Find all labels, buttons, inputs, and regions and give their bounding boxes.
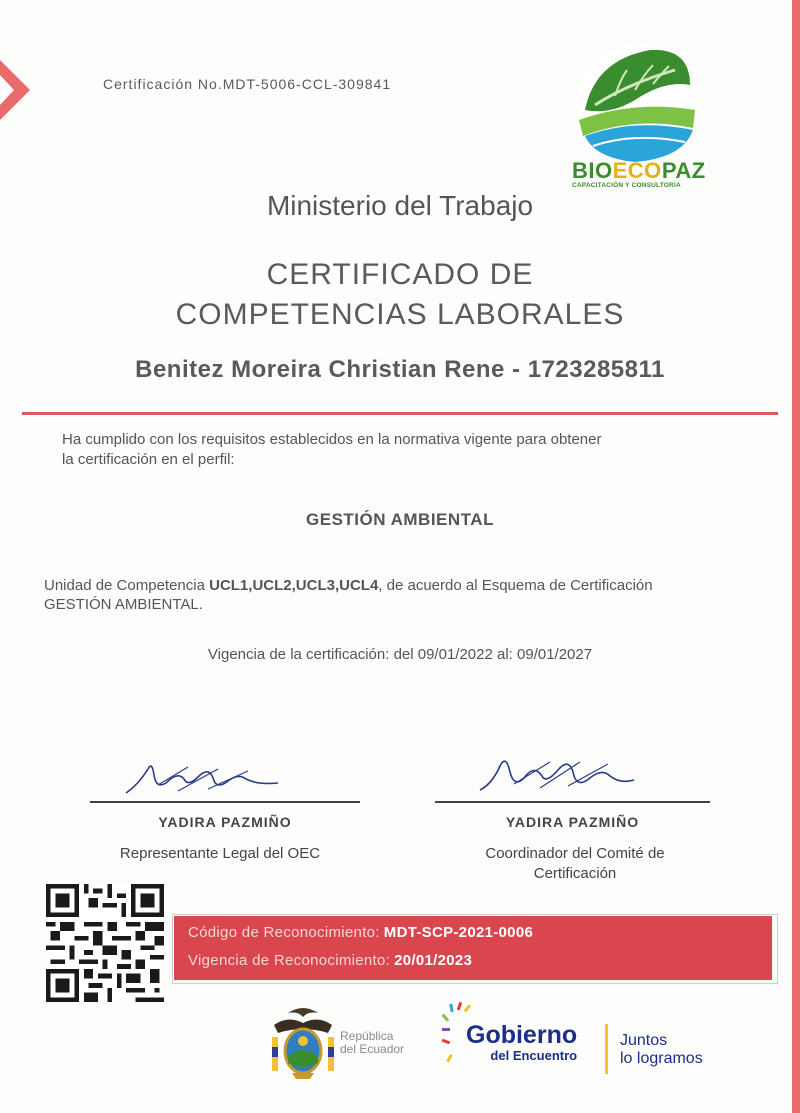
signature-2-role-line-1: Coordinador del Comité de bbox=[485, 845, 665, 862]
corner-arrow-icon bbox=[0, 60, 40, 140]
intro-line-2: la certificación en el perfil: bbox=[62, 451, 235, 468]
encuentro-text: del Encuentro bbox=[490, 1048, 578, 1063]
republica-line-2: del Ecuador bbox=[340, 1042, 405, 1056]
unit-prefix: Unidad de Competencia bbox=[44, 577, 210, 594]
recognition-code-label: Código de Reconocimiento: bbox=[188, 924, 380, 941]
intro-line-1: Ha cumplido con los requisitos establecidos en la normativa vigente para obtener bbox=[62, 431, 602, 448]
unit-middle: , de acuerdo al Esquema de Certificación bbox=[378, 577, 653, 594]
republica-del-ecuador bbox=[340, 1030, 404, 1056]
signature-1-name: YADIRA PAZMIÑO bbox=[158, 814, 292, 830]
unit-scheme: GESTIÓN AMBIENTAL bbox=[44, 596, 199, 613]
qr-code-icon bbox=[44, 884, 166, 1002]
footer-divider bbox=[605, 1024, 608, 1074]
right-edge-bar bbox=[792, 0, 800, 1113]
profile-name: GESTIÓN AMBIENTAL bbox=[306, 510, 494, 529]
certificate-title bbox=[0, 255, 800, 335]
unit-codes: UCL1,UCL2,UCL3,UCL4 bbox=[209, 577, 379, 594]
title-line-2: COMPETENCIAS LABORALES bbox=[175, 298, 625, 331]
title-line-1: CERTIFICADO DE bbox=[266, 258, 534, 291]
signature-1-role bbox=[70, 844, 370, 864]
signature-2-role bbox=[420, 844, 730, 884]
signature-1-image bbox=[118, 755, 288, 803]
gobierno-text: Gobierno bbox=[466, 1021, 578, 1049]
recognition-validity-value: 20/01/2023 bbox=[394, 952, 473, 969]
republica-line-1: República bbox=[340, 1029, 394, 1043]
recognition-validity-row bbox=[188, 952, 472, 969]
holder-name: Benitez Moreira Christian Rene - 1723285811 bbox=[135, 356, 665, 383]
signature-1-role-line-1: Representante Legal del OEC bbox=[119, 845, 321, 862]
juntos-line-2: lo logramos bbox=[620, 1050, 703, 1067]
logo-name: BIOECOPAZ bbox=[572, 158, 706, 183]
recognition-validity-label: Vigencia de Reconocimiento: bbox=[188, 952, 391, 969]
certification-number: Certificación No.MDT-5006-CCL-309841 bbox=[103, 76, 392, 92]
signature-2-name: YADIRA PAZMIÑO bbox=[505, 814, 640, 830]
juntos-line-1: Juntos bbox=[620, 1032, 668, 1049]
recognition-band bbox=[174, 916, 772, 980]
bioecopaz-wordmark bbox=[572, 158, 706, 189]
competency-units-text bbox=[44, 576, 784, 614]
certification-validity: Vigencia de la certificación: del 09/01/2022 al: 09/01/2027 bbox=[207, 646, 593, 663]
signature-2-role-line-2: Certificación bbox=[533, 865, 617, 882]
unit-suffix: . bbox=[198, 596, 203, 613]
logo-tagline: CAPACITACIÓN Y CONSULTORIA bbox=[572, 182, 681, 189]
juntos-slogan bbox=[620, 1032, 703, 1068]
recognition-code-value: MDT-SCP-2021-0006 bbox=[383, 924, 534, 941]
separator-line bbox=[22, 412, 778, 415]
signature-1-line bbox=[90, 801, 360, 803]
recognition-code-row bbox=[188, 924, 533, 941]
signature-2-line bbox=[435, 801, 710, 803]
ministry-name: Ministerio del Trabajo bbox=[266, 190, 534, 221]
intro-text bbox=[62, 430, 762, 470]
gobierno-del-encuentro-logo bbox=[466, 1022, 577, 1063]
ecuador-coat-of-arms-icon bbox=[268, 1003, 338, 1081]
